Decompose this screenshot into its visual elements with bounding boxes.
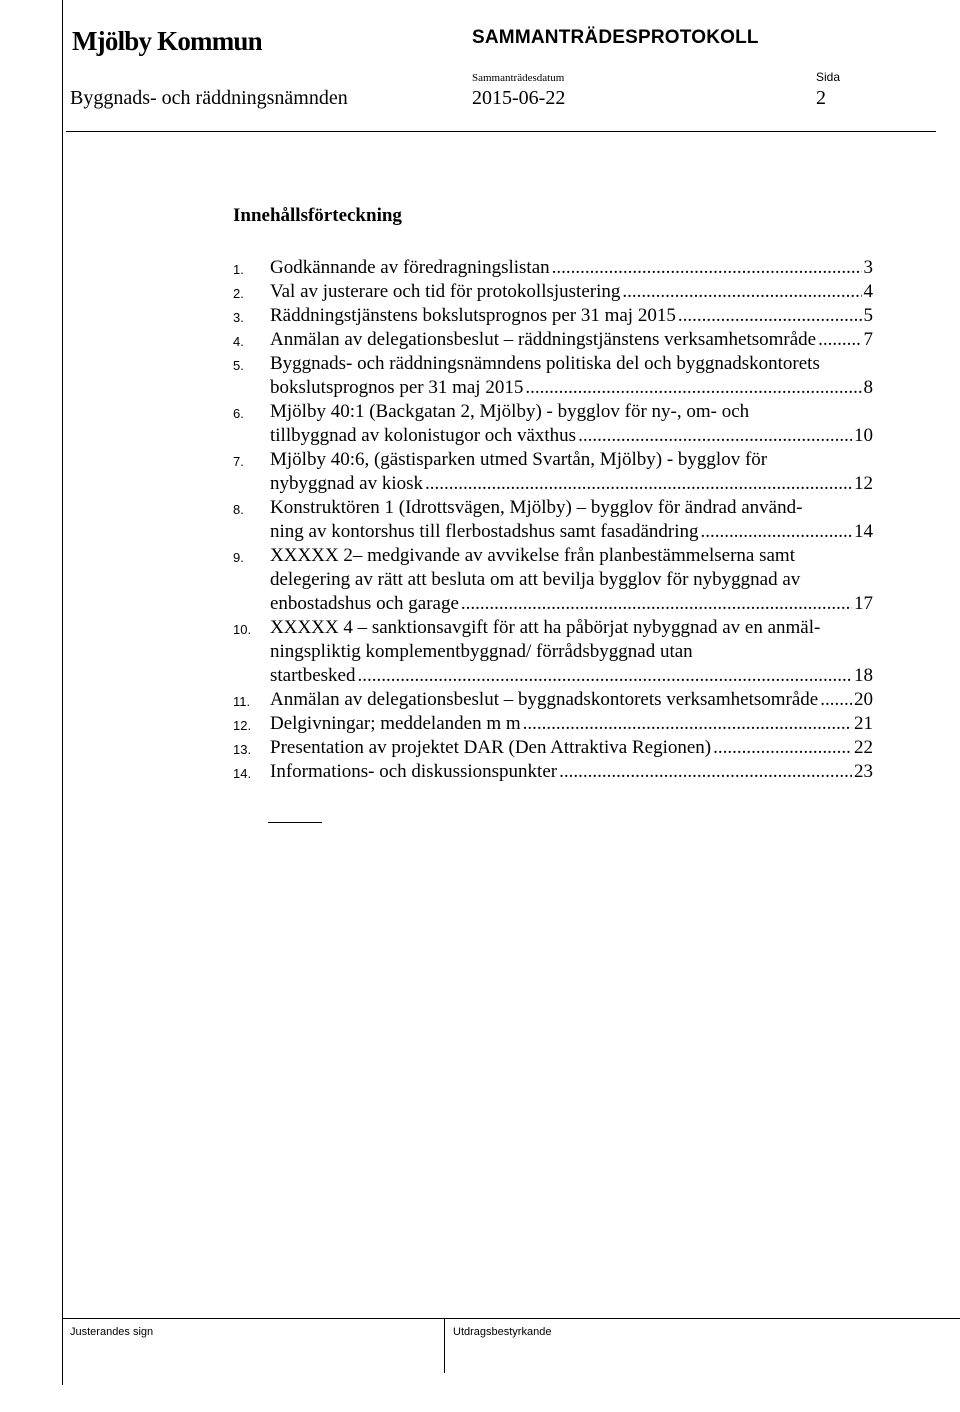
toc-entry-number: 1. xyxy=(233,262,244,277)
toc-entry-number: 5. xyxy=(233,358,244,373)
end-of-toc-rule xyxy=(268,822,322,823)
toc-entry-title-line: ningspliktig komplementbyggnad/ förrådsbyggnad utan xyxy=(270,641,693,662)
footer-divider xyxy=(62,1318,960,1319)
toc-entry[interactable] xyxy=(233,544,873,616)
toc-entry-title-line: Informations- och diskussionspunkter xyxy=(270,761,558,782)
toc-entry[interactable] xyxy=(233,760,873,784)
toc-entry-page: 10 xyxy=(854,425,873,446)
toc-entry-title-line: Byggnads- och räddningsnämndens politiska del och byggnadskontorets xyxy=(270,353,820,374)
toc-entry-title-line: Mjölby 40:1 (Backgatan 2, Mjölby) - bygglov för ny-, om- och xyxy=(270,401,750,422)
toc-entry-number: 10. xyxy=(233,622,252,637)
toc-entry-page: 17 xyxy=(854,593,873,614)
toc-entry-number: 13. xyxy=(233,742,252,757)
toc-entry[interactable] xyxy=(233,688,873,712)
dot-leader xyxy=(523,712,852,736)
toc-entry[interactable] xyxy=(233,736,873,760)
toc-entry-title-line: Delgivningar; meddelanden m m xyxy=(270,713,521,734)
dot-leader xyxy=(818,328,861,352)
toc-entry-page: 21 xyxy=(854,713,873,734)
toc-entry[interactable] xyxy=(233,328,873,352)
dot-leader xyxy=(678,304,862,328)
toc-entry-title-line: ning av kontorshus till flerbostadshus samt fasadändring xyxy=(270,521,699,542)
toc-entry-number: 14. xyxy=(233,766,252,781)
left-margin-rule xyxy=(62,0,63,1385)
header-divider xyxy=(66,131,936,132)
toc-entry-title-line: XXXXX 2– medgivande av avvikelse från planbestämmelserna samt xyxy=(270,545,795,566)
toc-entry-title-line: Anmälan av delegationsbeslut – byggnadskontorets verksamhetsområde xyxy=(270,689,819,710)
toc-entry-page: 23 xyxy=(854,761,873,782)
dot-leader xyxy=(578,424,852,448)
toc-entry-title-line: bokslutsprognos per 31 maj 2015 xyxy=(270,377,524,398)
toc-entry-number: 2. xyxy=(233,286,244,301)
toc-entry-title-line: nybyggnad av kiosk xyxy=(270,473,424,494)
toc-entry-title-line: XXXXX 4 – sanktionsavgift för att ha påbörjat nybyggnad av en anmäl- xyxy=(270,617,821,638)
toc-entry-page: 18 xyxy=(854,665,873,686)
organization-name: Mjölby Kommun xyxy=(72,26,262,56)
toc-entry-title-line: Konstruktören 1 (Idrottsvägen, Mjölby) – bygglov för ändrad använd- xyxy=(270,497,803,518)
toc-entry-page: 14 xyxy=(854,521,873,542)
toc-entry-page: 3 xyxy=(863,257,873,278)
dot-leader xyxy=(559,760,852,784)
dot-leader xyxy=(357,664,852,688)
toc-entry[interactable] xyxy=(233,400,873,448)
meeting-date-label: Sammanträdesdatum xyxy=(472,72,565,84)
toc-entry[interactable] xyxy=(233,448,873,496)
toc-entry[interactable] xyxy=(233,304,873,328)
toc-entry-number: 8. xyxy=(233,502,244,517)
page-number: 2 xyxy=(816,87,826,109)
toc-entry-title-line: Presentation av projektet DAR (Den Attraktiva Regionen) xyxy=(270,737,712,758)
toc-entry-title-line: delegering av rätt att besluta om att bevilja bygglov för nybyggnad av xyxy=(270,569,801,590)
toc-entry-title-line: Mjölby 40:6, (gästisparken utmed Svartån, Mjölby) - bygglov för xyxy=(270,449,768,470)
toc-entry[interactable] xyxy=(233,496,873,544)
dot-leader xyxy=(701,520,853,544)
toc-entry-title-line: startbesked xyxy=(270,665,356,686)
toc-entry-number: 7. xyxy=(233,454,244,469)
dot-leader xyxy=(425,472,852,496)
dot-leader xyxy=(525,376,861,400)
board-name: Byggnads- och räddningsnämnden xyxy=(70,87,348,109)
dot-leader xyxy=(461,592,852,616)
toc-entry-title-line: tillbyggnad av kolonistugor och växthus xyxy=(270,425,577,446)
toc-entry-number: 11. xyxy=(233,694,251,709)
toc-entry-title-line: enbostadshus och garage xyxy=(270,593,459,614)
toc-entry-number: 3. xyxy=(233,310,244,325)
toc-entry-number: 4. xyxy=(233,334,244,349)
toc-entry-title-line: Anmälan av delegationsbeslut – räddningstjänstens verksamhetsområde xyxy=(270,329,817,350)
page-label: Sida xyxy=(816,70,841,84)
toc-entry-title-line: Val av justerare och tid för protokollsjustering xyxy=(270,281,621,302)
toc-entry[interactable] xyxy=(233,712,873,736)
toc-entry[interactable] xyxy=(233,280,873,304)
dot-leader xyxy=(622,280,861,304)
toc-entry-title-line: Räddningstjänstens bokslutsprognos per 31 maj 2015 xyxy=(270,305,676,326)
signature-label: Justerandes sign xyxy=(70,1326,154,1338)
toc-entry[interactable] xyxy=(233,352,873,400)
toc-list xyxy=(233,256,873,784)
dot-leader xyxy=(713,736,852,760)
toc-entry-number: 12. xyxy=(233,718,252,733)
toc-entry-page: 12 xyxy=(854,473,873,494)
toc-entry-page: 4 xyxy=(863,281,873,302)
footer-separator xyxy=(444,1318,445,1373)
toc-entry[interactable] xyxy=(233,616,873,688)
document-type: SAMMANTRÄDESPROTOKOLL xyxy=(472,27,759,48)
toc-entry-number: 6. xyxy=(233,406,244,421)
toc-heading: Innehållsförteckning xyxy=(233,205,402,226)
dot-leader xyxy=(820,688,852,712)
toc-entry-page: 20 xyxy=(854,689,873,710)
toc-entry-page: 22 xyxy=(854,737,873,758)
extract-certification-label: Utdragsbestyrkande xyxy=(453,1326,552,1338)
toc-entry-page: 7 xyxy=(863,329,873,350)
toc-entry-page: 8 xyxy=(863,377,873,398)
meeting-date: 2015-06-22 xyxy=(472,87,566,109)
toc-entry-page: 5 xyxy=(863,305,873,326)
toc-entry-title-line: Godkännande av föredragningslistan xyxy=(270,257,550,278)
toc-entry[interactable] xyxy=(233,256,873,280)
dot-leader xyxy=(552,256,862,280)
toc-entry-number: 9. xyxy=(233,550,244,565)
